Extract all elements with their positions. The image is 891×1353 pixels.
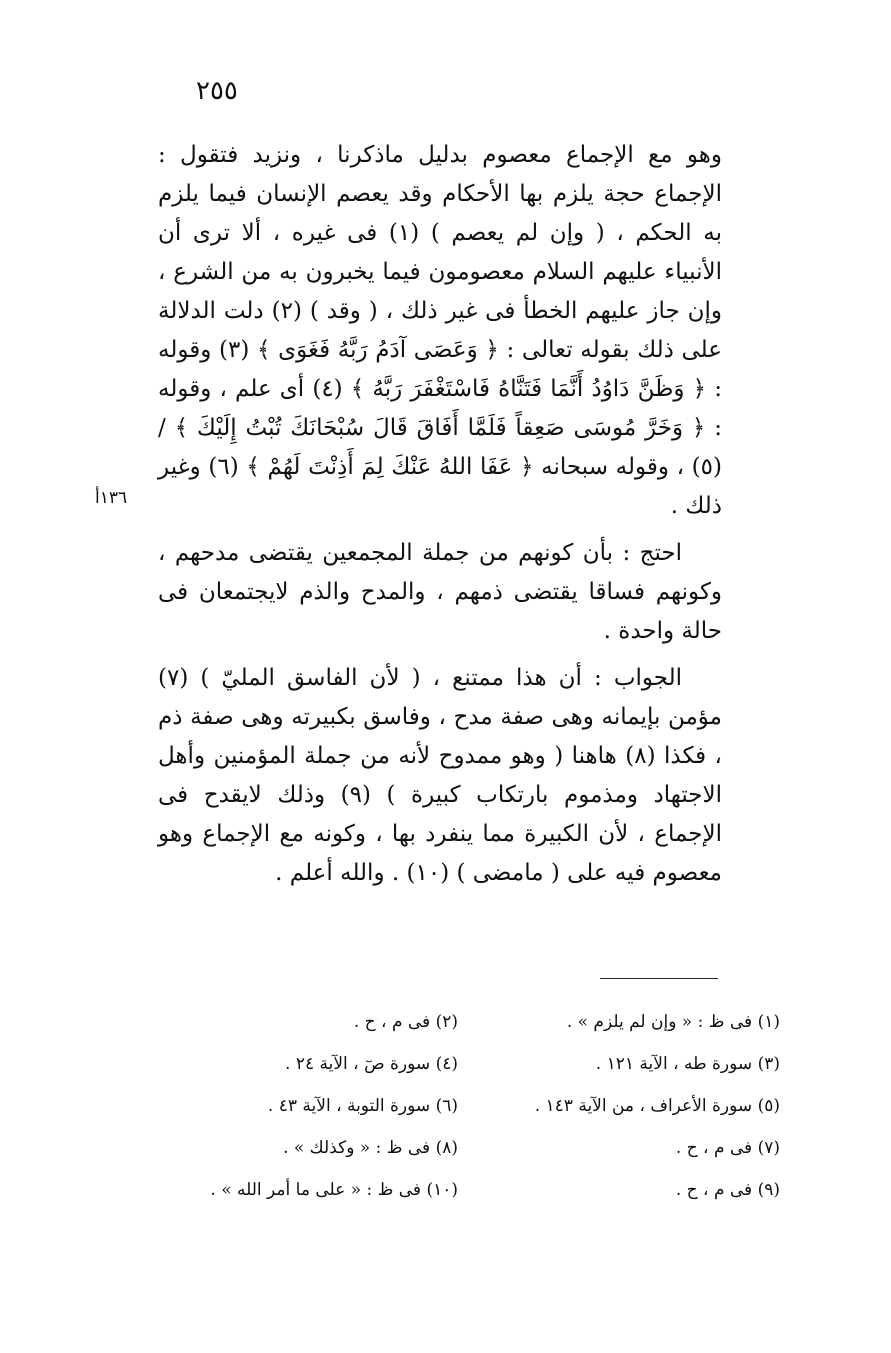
page-number: ٢٥٥ [196, 76, 238, 106]
footnote-4: (٤) سورة صٓ ، الآية ٢٤ . [285, 1054, 458, 1074]
footnote-10: (١٠) فى ظ : « على ما أمر الله » . [210, 1180, 458, 1200]
footnote-8: (٨) فى ظ : « وكذلك » . [283, 1138, 458, 1158]
footnote-separator [600, 978, 718, 979]
margin-folio-note: ١٣٦أ [95, 488, 128, 508]
footnotes [160, 1008, 780, 1204]
footnote-5: (٥) سورة الأعراف ، من الآية ١٤٣ . [534, 1096, 780, 1116]
footnote-2: (٢) فى م ، ح . [353, 1012, 458, 1032]
footnote-1: (١) فى ظ : « وإن لم يلزم » . [566, 1012, 780, 1032]
main-text [158, 136, 722, 901]
paragraph-2: احتج : بأن كونهم من جملة المجمعين يقتضى مدحهم ، وكونهم فساقا يقتضى ذمهم ، والمدح والذم لايجتمعان فى حالة واحدة . [158, 540, 722, 644]
footnote-3: (٣) سورة طه ، الآية ١٢١ . [595, 1054, 780, 1074]
footnote-6: (٦) سورة التوبة ، الآية ٤٣ . [267, 1096, 458, 1116]
footnote-7: (٧) فى م ، ح . [675, 1138, 780, 1158]
paragraph-1: وهو مع الإجماع معصوم بدليل ماذكرنا ، ونزيد فتقول : الإجماع حجة يلزم بها الأحكام وقد يعصم الإنسان فيما يلزم به الحكم ، ( وإن لم يعصم ) (١) فى غيره ، ألا ترى أن الأنبياء عليهم السلام معصومون فيما يخبرون به من الشرع ، وإن جاز عليهم الخطأ فى غير ذلك ، ( وقد ) (٢) دلت الدلالة على ذلك بقوله تعالى : ﴿ وَعَصَى آدَمُ رَبَّهُ فَغَوَى ﴾ (٣) وقوله : ﴿ وَظَنَّ دَاوُدُ أَنَّمَا فَتَنَّاهُ فَاسْتَغْفَرَ رَبَّهُ ﴾ (٤) أى علم ، وقوله : ﴿ وَخَرَّ مُوسَى صَعِقاً فَلَمَّا أَفَاقَ قَالَ سُبْحَانَكَ تُبْتُ إِلَيْكَ ﴾ / (٥) ، وقوله سبحانه ﴿ عَفَا اللهُ عَنْكَ لِمَ أَذِنْتَ لَهُمْ ﴾ (٦) وغير ذلك . [158, 142, 723, 519]
paragraph-3: الجواب : أن هذا ممتنع ، ( لأن الفاسق المليّ ) (٧) مؤمن بإيمانه وهى صفة مدح ، وفاسق بكبيرته وهى صفة ذم ، فكذا (٨) هاهنا ( وهو ممدوح لأنه من جملة المؤمنين وأهل الاجتهاد ومذموم بارتكاب كبيرة ) (٩) وذلك لايقدح فى الإجماع ، لأن الكبيرة مما ينفرد بها ، وكونه مع الإجماع وهو معصوم فيه على ( مامضى ) (١٠) . والله أعلم . [158, 665, 723, 886]
footnote-9: (٩) فى م ، ح . [675, 1180, 780, 1200]
